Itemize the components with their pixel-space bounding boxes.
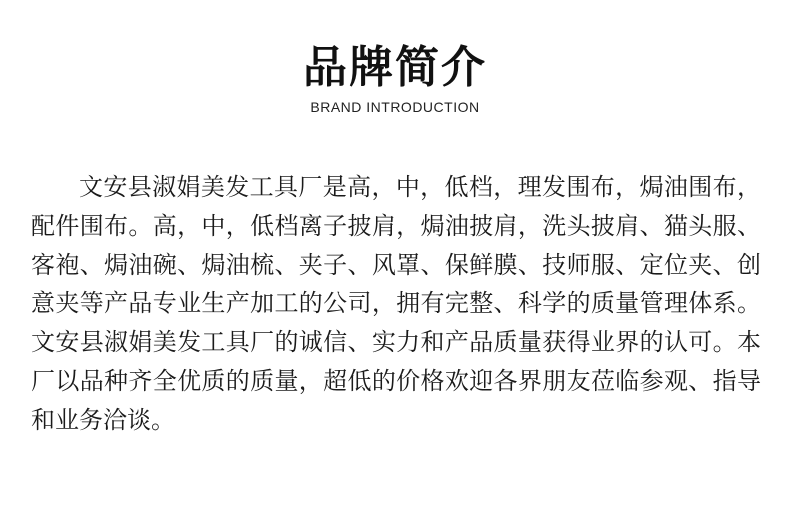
page-subtitle: BRAND INTRODUCTION — [310, 99, 480, 115]
brand-header — [0, 40, 790, 116]
brand-description-paragraph: 文安县淑娟美发工具厂是高，中，低档，理发围布，焗油围布，配件围布。高，中，低档离子披肩，焗油披肩，洗头披肩、猫头服、客袍、焗油碗、焗油梳、夹子、风罩、保鲜膜、技师服、定位夹、创意夹等产品专业生产加工的公司，拥有完整、科学的质量管理体系。文安县淑娟美发工具厂的诚信、实力和产品质量获得业界的认可。本厂以品种齐全优质的质量，超低的价格欢迎各界朋友莅临参观、指导和业务洽谈。 — [31, 173, 761, 434]
page-title: 品牌简介 — [303, 42, 487, 93]
